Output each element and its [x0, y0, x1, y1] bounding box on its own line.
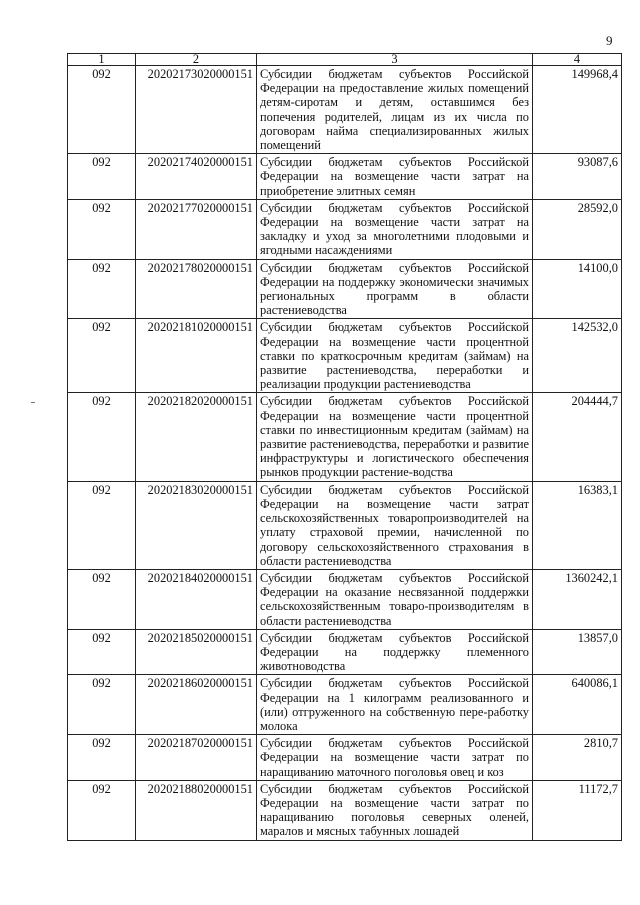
- revenue-code-cell: 20202188020000151: [136, 780, 257, 840]
- table-row: [68, 154, 622, 200]
- table-row: [68, 481, 622, 569]
- amount-cell: 2810,7: [533, 735, 622, 781]
- amount-cell: 14100,0: [533, 259, 622, 319]
- amount-cell: 142532,0: [533, 319, 622, 393]
- description-cell: Субсидии бюджетам субъектов Российской Федерации на поддержку племенного животноводства: [257, 629, 533, 675]
- column-header-1: 1: [68, 54, 136, 66]
- budget-revenue-table: [67, 53, 622, 841]
- amount-cell: 28592,0: [533, 199, 622, 259]
- amount-cell: 93087,6: [533, 154, 622, 200]
- table-row: [68, 675, 622, 735]
- amount-cell: 16383,1: [533, 481, 622, 569]
- table-row: [68, 629, 622, 675]
- table-row: [68, 319, 622, 393]
- description-cell: Субсидии бюджетам субъектов Российской Федерации на 1 килограмм реализованного и (или) отгруженного на собственную пере-работку молока: [257, 675, 533, 735]
- table-row: [68, 735, 622, 781]
- revenue-code-cell: 20202185020000151: [136, 629, 257, 675]
- revenue-code-cell: 20202182020000151: [136, 393, 257, 481]
- description-cell: Субсидии бюджетам субъектов Российской Федерации на возмещение части процентной ставки по инвестиционным кредитам (займам) на развитие растениеводства, переработки и развитие инфраструктуры и логистического обеспечения рынков продукции растение-водства: [257, 393, 533, 481]
- table-header-row: [68, 54, 622, 66]
- admin-code-cell: 092: [68, 259, 136, 319]
- admin-code-cell: 092: [68, 780, 136, 840]
- description-cell: Субсидии бюджетам субъектов Российской Федерации на возмещение части затрат по наращиванию маточного поголовья овец и коз: [257, 735, 533, 781]
- amount-cell: 149968,4: [533, 66, 622, 154]
- revenue-code-cell: 20202174020000151: [136, 154, 257, 200]
- amount-cell: 640086,1: [533, 675, 622, 735]
- amount-cell: 1360242,1: [533, 569, 622, 629]
- column-header-2: 2: [136, 54, 257, 66]
- revenue-code-cell: 20202183020000151: [136, 481, 257, 569]
- column-header-3: 3: [257, 54, 533, 66]
- admin-code-cell: 092: [68, 629, 136, 675]
- description-cell: Субсидии бюджетам субъектов Российской Федерации на возмещение части затрат на приобретение элитных семян: [257, 154, 533, 200]
- admin-code-cell: 092: [68, 481, 136, 569]
- revenue-code-cell: 20202181020000151: [136, 319, 257, 393]
- admin-code-cell: 092: [68, 66, 136, 154]
- table-row: [68, 259, 622, 319]
- description-cell: Субсидии бюджетам субъектов Российской Федерации на возмещение части затрат сельскохозяйственных товаропроизводителей на уплату страховой премии, начисленной по договору сельскохозяйственного страхования в области растениеводства: [257, 481, 533, 569]
- table-row: [68, 66, 622, 154]
- revenue-code-cell: 20202178020000151: [136, 259, 257, 319]
- revenue-code-cell: 20202186020000151: [136, 675, 257, 735]
- page-number: 9: [606, 33, 613, 48]
- column-header-4: 4: [533, 54, 622, 66]
- admin-code-cell: 092: [68, 393, 136, 481]
- table-row: [68, 199, 622, 259]
- description-cell: Субсидии бюджетам субъектов Российской Федерации на возмещение части затрат на закладку и уход за многолетними плодовыми и ягодными насаждениями: [257, 199, 533, 259]
- description-cell: Субсидии бюджетам субъектов Российской Федерации на поддержку экономически значимых региональных программ в области растениеводства: [257, 259, 533, 319]
- admin-code-cell: 092: [68, 199, 136, 259]
- margin-mark: [31, 402, 35, 403]
- admin-code-cell: 092: [68, 154, 136, 200]
- revenue-code-cell: 20202184020000151: [136, 569, 257, 629]
- table-row: [68, 569, 622, 629]
- description-cell: Субсидии бюджетам субъектов Российской Федерации на возмещение части процентной ставки по краткосрочным кредитам (займам) на развитие растениеводства, переработки и реализации продукции растениеводства: [257, 319, 533, 393]
- revenue-code-cell: 20202173020000151: [136, 66, 257, 154]
- description-cell: Субсидии бюджетам субъектов Российской Федерации на возмещение части затрат по наращиванию поголовья северных оленей, маралов и мясных табунных лошадей: [257, 780, 533, 840]
- admin-code-cell: 092: [68, 675, 136, 735]
- table-row: [68, 780, 622, 840]
- admin-code-cell: 092: [68, 319, 136, 393]
- revenue-code-cell: 20202177020000151: [136, 199, 257, 259]
- revenue-code-cell: 20202187020000151: [136, 735, 257, 781]
- description-cell: Субсидии бюджетам субъектов Российской Федерации на предоставление жилых помещений детям-сиротам и детям, оставшимся без попечения родителей, лицам из их числа по договорам найма специализированных жилых помещений: [257, 66, 533, 154]
- table-row: [68, 393, 622, 481]
- admin-code-cell: 092: [68, 569, 136, 629]
- description-cell: Субсидии бюджетам субъектов Российской Федерации на оказание несвязанной поддержки сельскохозяйственным товаро-производителям в области растениеводства: [257, 569, 533, 629]
- amount-cell: 204444,7: [533, 393, 622, 481]
- amount-cell: 11172,7: [533, 780, 622, 840]
- admin-code-cell: 092: [68, 735, 136, 781]
- amount-cell: 13857,0: [533, 629, 622, 675]
